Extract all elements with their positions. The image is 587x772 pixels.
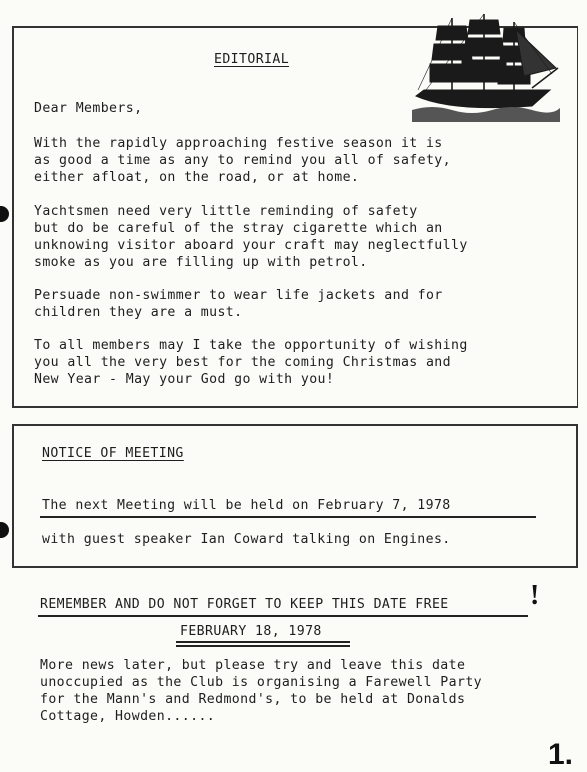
editorial-text-line: but do be careful of the stray cigarette which an: [34, 221, 443, 236]
salutation: Dear Members,: [34, 101, 143, 116]
reminder-text-line: More news later, but please try and leave this date: [40, 658, 466, 673]
page-number: 1.: [548, 738, 574, 771]
editorial-text-line: children they are a must.: [34, 305, 243, 320]
notice-heading: NOTICE OF MEETING: [42, 446, 184, 461]
editorial-text-line: Yachtsmen need very little reminding of safety: [34, 204, 418, 219]
reminder-text-line: for the Mann's and Redmond's, to be held at Donalds: [40, 692, 466, 707]
editorial-text-line: New Year - May your God go with you!: [34, 372, 335, 387]
editorial-text-line: either afloat, on the road, or at home.: [34, 170, 360, 185]
editorial-text-line: To all members may I take the opportunity of wishing: [34, 338, 468, 353]
editorial-text-line: With the rapidly approaching festive season it is: [34, 136, 443, 151]
meeting-date-underline: [40, 516, 536, 518]
editorial-text-line: Persuade non-swimmer to wear life jackets and for: [34, 288, 443, 303]
editorial-text-line: you all the very best for the coming Christmas and: [34, 355, 451, 370]
editorial-text-line: smoke as you are filling up with petrol.: [34, 255, 368, 270]
exclamation-mark: !: [530, 580, 540, 611]
party-date: FEBRUARY 18, 1978: [180, 624, 322, 639]
punch-hole-bottom: [0, 522, 9, 538]
editorial-text-line: as good a time as any to remind you all of safety,: [34, 153, 451, 168]
party-date-underline-1: [176, 641, 350, 643]
punch-hole-top: [0, 206, 9, 222]
guest-speaker-line: with guest speaker Ian Coward talking on Engines.: [42, 532, 451, 547]
reminder-heading: REMEMBER AND DO NOT FORGET TO KEEP THIS DATE FREE: [40, 597, 449, 612]
editorial-text-line: unknowing visitor aboard your craft may neglectfully: [34, 238, 468, 253]
party-date-underline-2: [176, 645, 350, 647]
sailing-ship-icon: [412, 10, 560, 122]
reminder-heading-underline: [38, 615, 528, 617]
reminder-text-line: Cottage, Howden......: [40, 709, 216, 724]
editorial-heading: EDITORIAL: [214, 52, 290, 67]
reminder-text-line: unoccupied as the Club is organising a Farewell Party: [40, 675, 482, 690]
meeting-date-line: The next Meeting will be held on February 7, 1978: [42, 498, 451, 513]
